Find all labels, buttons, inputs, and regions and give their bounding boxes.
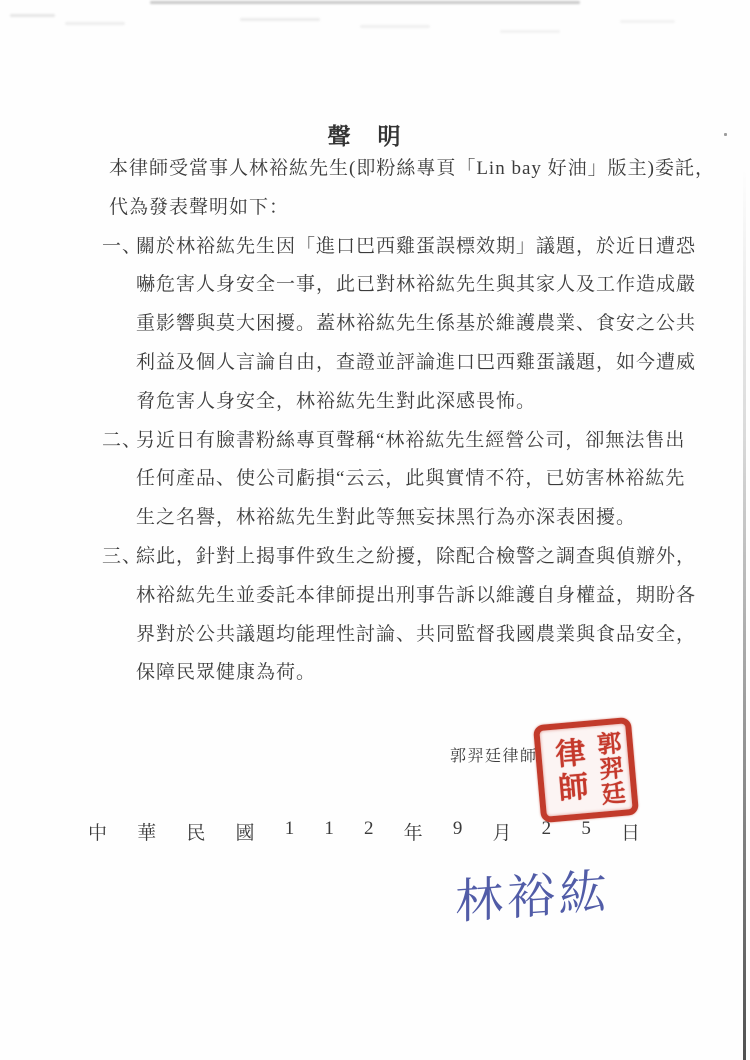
text-line: 關於林裕紘先生因「進口巴西雞蛋誤標效期」議題，於近日遭恐 [136, 235, 697, 257]
statement-item [102, 422, 686, 538]
scan-smudge [500, 30, 560, 33]
seal-text-left-column: 律師 [549, 736, 588, 807]
lawyer-name: 郭羿廷律師 [450, 748, 538, 765]
text-line: 界對於公共議題均能理性討論、共同監督我國農業與食品安全， [136, 623, 697, 645]
date-token: 國 [235, 823, 255, 844]
text-line: 生之名譽，林裕紘先生對此等無妄抹黑行為亦深表困擾。 [136, 507, 637, 529]
date-token: 1 [284, 818, 295, 839]
scan-smudge [360, 25, 430, 28]
item-lines [136, 538, 697, 693]
scan-smudge [150, 1, 580, 4]
text-line: 林裕紘先生並委託本律師提出刑事告訴以維護自身權益，期盼各 [136, 584, 697, 606]
date-token: 年 [403, 823, 423, 844]
scan-smudge [10, 14, 55, 17]
date-token: 中 [88, 823, 108, 844]
seal-text-right-column: 郭羿廷 [591, 729, 625, 807]
date-token: 2 [541, 818, 552, 839]
text-line: 任何產品、使公司虧損“云云，此與實情不符，已妨害林裕紘先 [136, 468, 686, 490]
date-token: 華 [137, 823, 157, 844]
text-line: 代為發表聲明如下： [109, 196, 290, 218]
item-lines [136, 228, 697, 422]
lawyer-seal-stamp [533, 717, 639, 823]
text-line: 嚇危害人身安全一事，此已對林裕紘先生與其家人及工作造成嚴 [136, 274, 697, 296]
item-marker: 一、 [102, 235, 143, 257]
numbered-items [102, 228, 697, 694]
date-token: 9 [452, 818, 463, 839]
text-line: 脅危害人身安全，林裕紘先生對此深感畏怖。 [136, 390, 537, 412]
handwritten-signature: 林裕紘 [455, 865, 611, 930]
intro-paragraph [102, 150, 715, 228]
date-line [88, 818, 640, 845]
text-line: 重影響與莫大困擾。蓋林裕紘先生係基於維護農業、食安之公共 [136, 313, 697, 335]
date-token: 日 [620, 823, 640, 844]
text-line: 利益及個人言論自由，查證並評論進口巴西雞蛋議題，如今遭威 [136, 351, 697, 373]
item-lines [136, 422, 686, 538]
statement-item [102, 538, 697, 693]
date-token: 月 [492, 823, 512, 844]
date-token: 民 [186, 823, 206, 844]
scan-smudge [240, 18, 320, 21]
page-title: 聲 明 [327, 124, 403, 149]
statement-body [102, 150, 715, 693]
item-marker: 二、 [102, 429, 143, 451]
text-line: 保障民眾健康為荷。 [136, 662, 317, 684]
date-token: 1 [324, 818, 334, 839]
scan-smudge [65, 22, 125, 25]
text-line: 另近日有臉書粉絲專頁聲稱“林裕紘先生經營公司，卻無法售出 [136, 429, 686, 451]
item-marker: 三、 [102, 545, 143, 567]
date-token: 2 [364, 818, 374, 839]
date-token: 5 [581, 818, 591, 839]
text-line: 綜此，針對上揭事件致生之紛擾，除配合檢警之調查與偵辦外， [136, 545, 697, 567]
statement-item [102, 228, 697, 422]
scan-smudge [620, 20, 675, 23]
text-line: 本律師受當事人林裕紘先生(即粉絲專頁「Lin bay 好油」版主)委託， [109, 158, 715, 179]
scan-edge-line [743, 168, 746, 1060]
